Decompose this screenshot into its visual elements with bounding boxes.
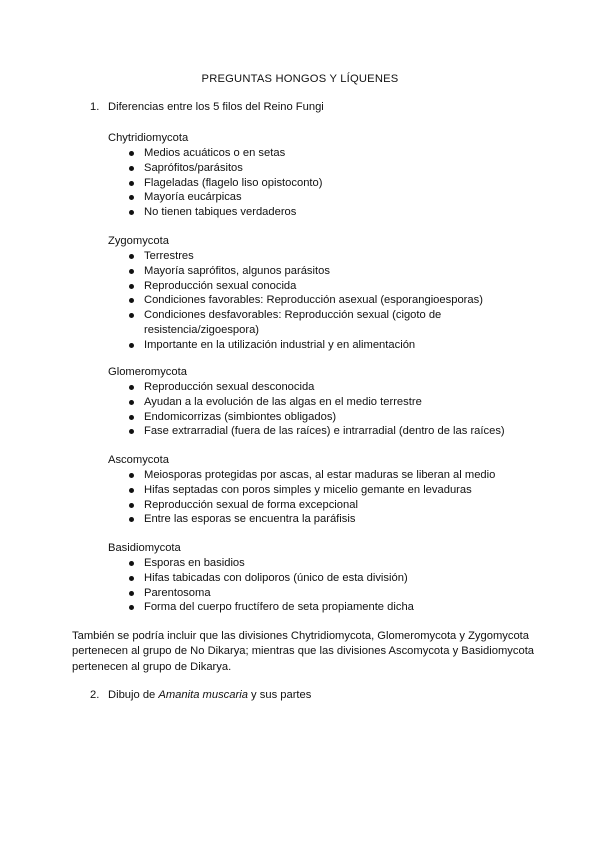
list-item: Mayoría saprófitos, algunos parásitos (108, 264, 588, 279)
phylum-name: Chytridiomycota (108, 132, 189, 144)
phylum-glomeromycota (108, 365, 588, 439)
list-item: Entre las esporas se encuentra la paráfisis (108, 512, 588, 527)
phylum-zygomycota (108, 234, 588, 353)
list-item: Saprófitos/parásitos (108, 161, 588, 176)
list-item: Parentosoma (108, 586, 588, 601)
list-item: Mayoría eucárpicas (108, 190, 588, 205)
list-item: Reproducción sexual conocida (108, 279, 588, 294)
phylum-name: Glomeromycota (108, 366, 187, 378)
list-item: No tienen tabiques verdaderos (108, 205, 588, 220)
question-2-suffix: y sus partes (247, 689, 312, 701)
list-item: Hifas tabicadas con doliporos (único de esta división) (108, 571, 588, 586)
list-item: Condiciones favorables: Reproducción asexual (esporangioesporas) (108, 293, 588, 308)
question-1 (90, 101, 324, 113)
list-item: Importante en la utilización industrial y en alimentación (108, 338, 588, 353)
phylum-name: Zygomycota (108, 235, 169, 247)
list-item: Terrestres (108, 249, 588, 264)
list-item: Medios acuáticos o en setas (108, 146, 588, 161)
phylum-ascomycota (108, 453, 588, 527)
list-item: Flageladas (flagelo liso opistoconto) (108, 176, 588, 191)
question-2 (90, 689, 311, 701)
list-item: Reproducción sexual desconocida (108, 380, 588, 395)
phylum-name: Basidiomycota (108, 542, 181, 554)
phylum-basidiomycota (108, 541, 588, 615)
list-item: Reproducción sexual de forma excepcional (108, 498, 588, 513)
list-item: Forma del cuerpo fructífero de seta propiamente dicha (108, 600, 588, 615)
list-item: Endomicorrizas (simbiontes obligados) (108, 410, 588, 425)
question-1-number: 1. (90, 101, 100, 113)
document-title: PREGUNTAS HONGOS Y LÍQUENES (201, 73, 399, 85)
question-2-prefix: Dibujo de (108, 689, 159, 701)
phylum-list (108, 249, 588, 353)
phylum-list (108, 146, 588, 220)
dikarya-note: También se podría incluir que las divisiones Chytridiomycota, Glomeromycota y Zygomycota pertenecen al grupo de No Dikarya; mientras que las divisiones Ascomycota y Basidiomycota pertenecen al grupo de Dikarya. (72, 630, 535, 673)
list-item: Ayudan a la evolución de las algas en el medio terrestre (108, 395, 588, 410)
list-item: Meiosporas protegidas por ascas, al estar maduras se liberan al medio (108, 468, 588, 483)
question-1-text: Diferencias entre los 5 filos del Reino Fungi (108, 101, 324, 113)
phylum-name: Ascomycota (108, 454, 169, 466)
list-item: Esporas en basidios (108, 556, 588, 571)
phylum-list (108, 468, 588, 527)
list-item: Fase extrarradial (fuera de las raíces) e intrarradial (dentro de las raíces) (108, 424, 588, 439)
phylum-list (108, 556, 588, 615)
question-2-number: 2. (90, 689, 100, 701)
phylum-chytridiomycota (108, 131, 588, 220)
question-2-species: Amanita muscaria (158, 689, 248, 701)
list-item: Hifas septadas con poros simples y micelio gemante en levaduras (108, 483, 588, 498)
phylum-list (108, 380, 588, 439)
list-item: Condiciones desfavorables: Reproducción sexual (cigoto de resistencia/zigoespora) (108, 308, 484, 338)
